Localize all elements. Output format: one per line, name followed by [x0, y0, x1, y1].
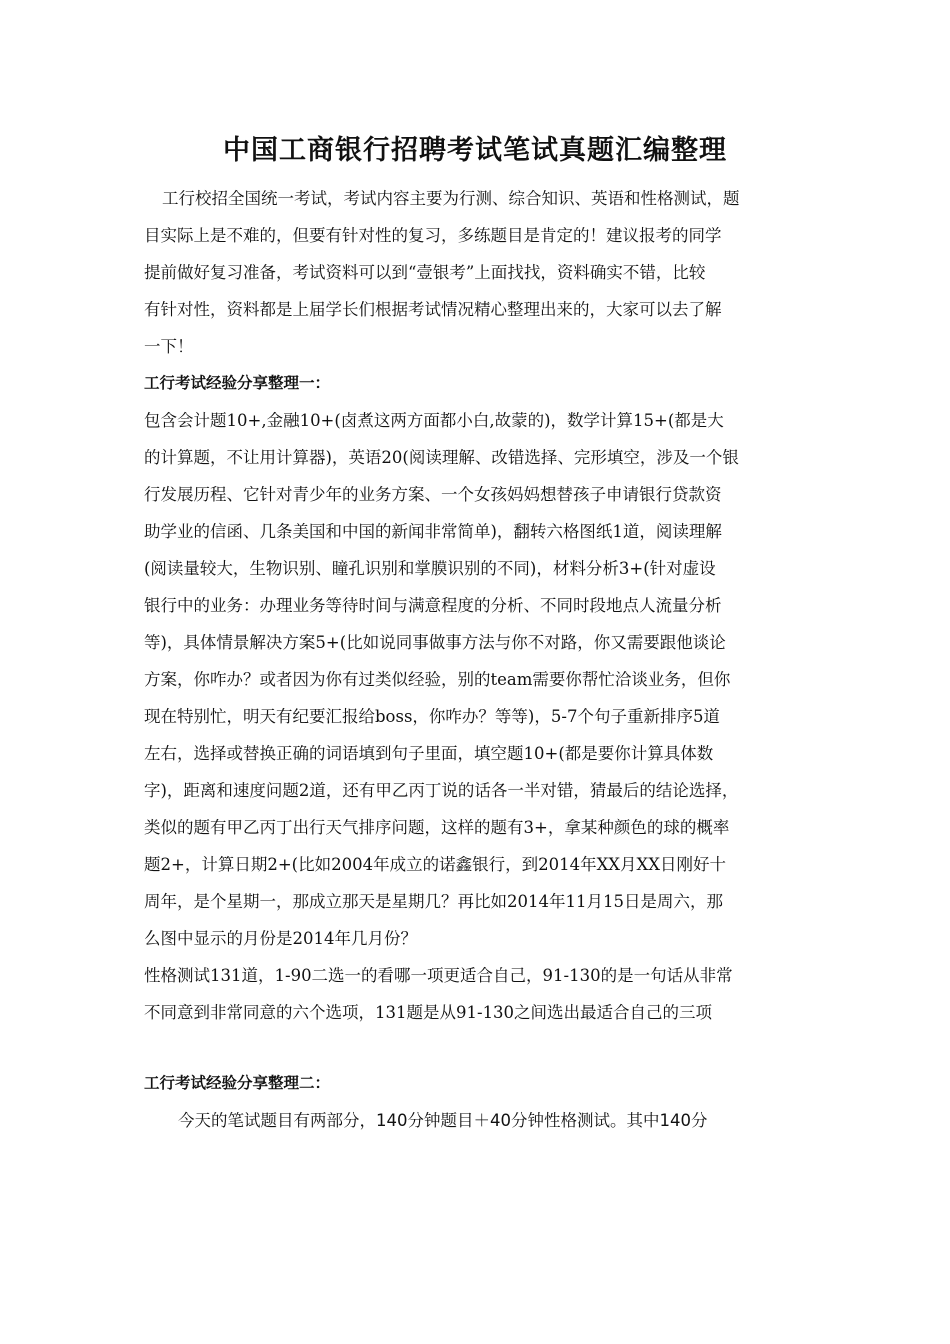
- section-1-line: 性格测试131道，1-90二选一的看哪一项更适合自己，91-130的是一句话从非常: [144, 966, 733, 985]
- section-1-line: 等)，具体情景解决方案5+(比如说同事做事方法与你不对路，你又需要跟他谈论: [144, 633, 726, 652]
- section-1-line: 行发展历程、它针对青少年的业务方案、一个女孩妈妈想替孩子申请银行贷款资: [144, 485, 722, 504]
- section-1-line: 不同意到非常同意的六个选项，131题是从91-130之间选出最适合自己的三项: [144, 1003, 713, 1022]
- section-heading-2: 工行考试经验分享整理二：: [144, 1074, 331, 1092]
- section-1-line: 的计算题，不让用计算器)，英语20(阅读理解、改错选择、完形填空，涉及一个银: [144, 448, 739, 467]
- section-2-text: [144, 1102, 816, 1139]
- page-title: 中国工商银行招聘考试笔试真题汇编整理: [223, 135, 727, 166]
- section-spacer: [144, 1031, 816, 1065]
- intro-line: 工行校招全国统一考试，考试内容主要为行测、综合知识、英语和性格测试，题: [162, 189, 740, 208]
- section-1-line: 助学业的信函、几条美国和中国的新闻非常简单)，翻转六格图纸1道，阅读理解: [144, 522, 722, 541]
- section-1-line: 方案，你咋办？或者因为你有过类似经验，别的team需要你帮忙洽谈业务，但你: [144, 670, 731, 689]
- section-1-line: 包含会计题10+,金融10+(卤煮这两方面都小白,故蒙的)，数学计算15+(都是大: [144, 411, 724, 430]
- section-1-line: 题2+，计算日期2+(比如2004年成立的诺鑫银行，到2014年XX月XX日刚好十: [144, 855, 727, 874]
- section-1-text: [144, 402, 816, 1031]
- section-1-line: 银行中的业务：办理业务等待时间与满意程度的分析、不同时段地点人流量分析: [144, 596, 722, 615]
- section-1-line: 左右，选择或替换正确的词语填到句子里面，填空题10+(都是要你计算具体数: [144, 744, 714, 763]
- intro-line: 有针对性，资料都是上届学长们根据考试情况精心整理出来的，大家可以去了解: [144, 300, 722, 319]
- document-body: [144, 180, 816, 1139]
- section-1-line: 周年，是个星期一，那成立那天是星期几？再比如2014年11月15日是周六，那: [144, 892, 723, 911]
- section-1-line: 现在特别忙，明天有纪要汇报给boss，你咋办？等等)，5-7个句子重新排序5道: [144, 707, 720, 726]
- intro-paragraph: [144, 180, 816, 365]
- section-2-line: 今天的笔试题目有两部分，140分钟题目＋40分钟性格测试。其中140分: [178, 1111, 708, 1130]
- intro-line: 一下！: [144, 337, 194, 356]
- section-1-line: 么图中显示的月份是2014年几月份？: [144, 929, 417, 948]
- section-1-line: 字)，距离和速度问题2道，还有甲乙丙丁说的话各一半对错，猜最后的结论选择，: [144, 781, 739, 800]
- section-heading-1: 工行考试经验分享整理一：: [144, 374, 331, 392]
- section-1-line: (阅读量较大，生物识别、瞳孔识别和掌膜识别的不同)，材料分析3+(针对虚设: [144, 559, 716, 578]
- section-1-line: 类似的题有甲乙丙丁出行天气排序问题，这样的题有3+，拿某种颜色的球的概率: [144, 818, 730, 837]
- intro-line: 提前做好复习准备，考试资料可以到“壹银考”上面找找，资料确实不错，比较: [144, 263, 706, 282]
- intro-line: 目实际上是不难的，但要有针对性的复习，多练题目是肯定的！建议报考的同学: [144, 226, 722, 245]
